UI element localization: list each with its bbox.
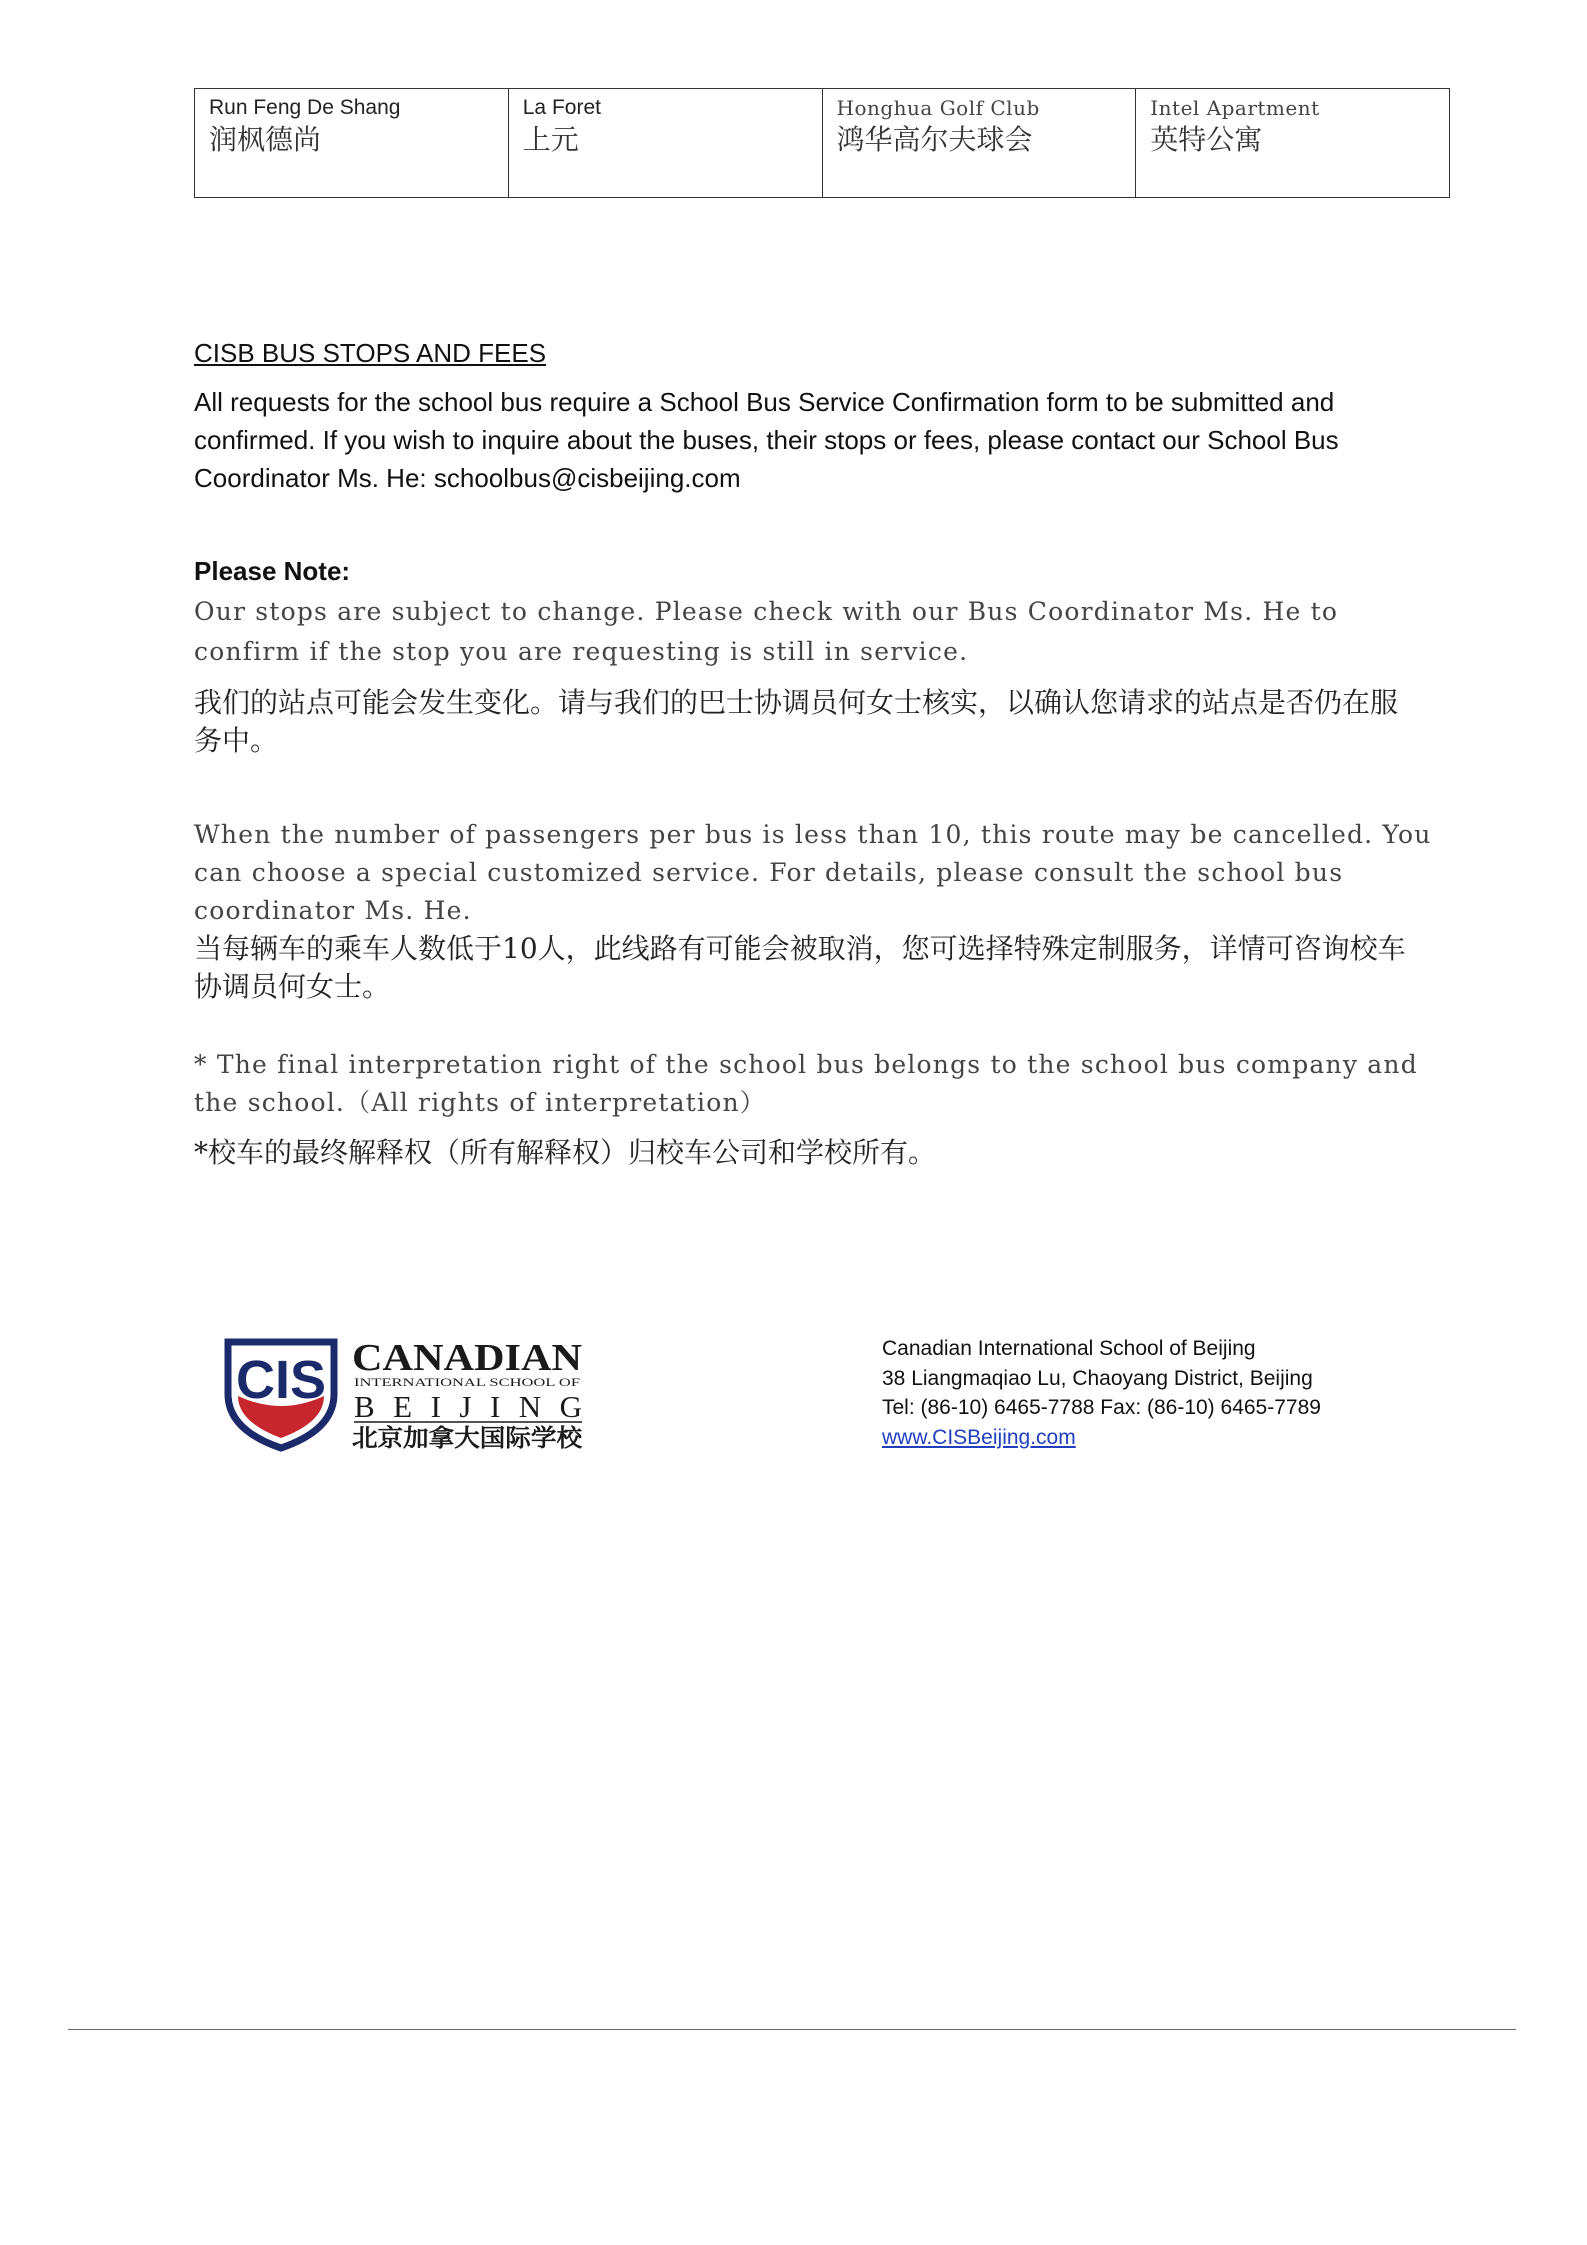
note-english-paragraph: * The final interpretation right of the school bus belongs to the school bus company and the school.（All rights of interpretation）: [194, 1050, 1418, 1117]
stop-name-zh: 上元: [522, 123, 579, 156]
intro-paragraph: All requests for the school bus require a School Bus Service Confirmation form to be submitted and confirmed. If you wish to inquire about the buses, their stops or fees, please contact our School Bus Coordinator Ms. He: schoolbus@cisbeijing.com: [194, 387, 1339, 493]
stop-name-en: Intel Apartment: [1150, 96, 1320, 120]
note-english-paragraph: Our stops are subject to change. Please check with our Bus Coordinator Ms. He to confirm if the stop you are requesting is still in service.: [194, 597, 1339, 666]
website-link[interactable]: www.CISBeijing.com: [882, 1425, 1076, 1449]
note-chinese-paragraph: *校车的最终解释权（所有解释权）归校车公司和学校所有。: [194, 1136, 937, 1169]
note-chinese-paragraph: 当每辆车的乘车人数低于10人，此线路有可能会被取消，您可选择特殊定制服务，详情可咨询校车协调员何女士。: [194, 932, 1406, 1003]
stop-cell: [822, 89, 1136, 198]
stop-cell: [1136, 89, 1450, 198]
footer-rule: [68, 2029, 1516, 2030]
stop-name-zh: 英特公寓: [1150, 123, 1263, 156]
contact-block: [882, 1334, 1321, 1452]
school-address: 38 Liangmaqiao Lu, Chaoyang District, Beijing: [882, 1366, 1313, 1390]
stop-name-en: Honghua Golf Club: [836, 96, 1040, 120]
school-phone: Tel: (86-10) 6465-7788 Fax: (86-10) 6465-7789: [882, 1396, 1321, 1419]
stop-cell: [195, 89, 509, 198]
logo-line1: CANADIAN: [352, 1337, 582, 1379]
stop-cell: [508, 89, 822, 198]
section-heading: CISB BUS STOPS AND FEES: [194, 338, 547, 368]
note-chinese-paragraph: 我们的站点可能会发生变化。请与我们的巴士协调员何女士核实，以确认您请求的站点是否仍在服务中。: [194, 686, 1399, 757]
logo-line4: 北京加拿大国际学校: [352, 1424, 584, 1452]
logo-mark: CIS: [235, 1350, 327, 1410]
stop-name-zh: 鸿华高尔夫球会: [836, 123, 1033, 156]
stop-name-en: Run Feng De Shang: [209, 96, 401, 119]
school-name: Canadian International School of Beijing: [882, 1337, 1256, 1360]
table-row: [195, 89, 1450, 198]
school-logo: [224, 1334, 584, 1452]
stop-name-en: La Foret: [522, 96, 601, 119]
logo-line3: BEIJING: [354, 1389, 582, 1424]
stop-name-zh: 润枫德尚: [209, 123, 322, 156]
bus-stop-table: [194, 88, 1450, 198]
logo-line2: INTERNATIONAL SCHOOL OF: [354, 1375, 581, 1389]
note-english-paragraph: When the number of passengers per bus is less than 10, this route may be cancelled. You can choose a special customized service. For details, please consult the school bus coordinator Ms. He.: [194, 820, 1432, 925]
note-title: Please Note:: [194, 556, 351, 586]
